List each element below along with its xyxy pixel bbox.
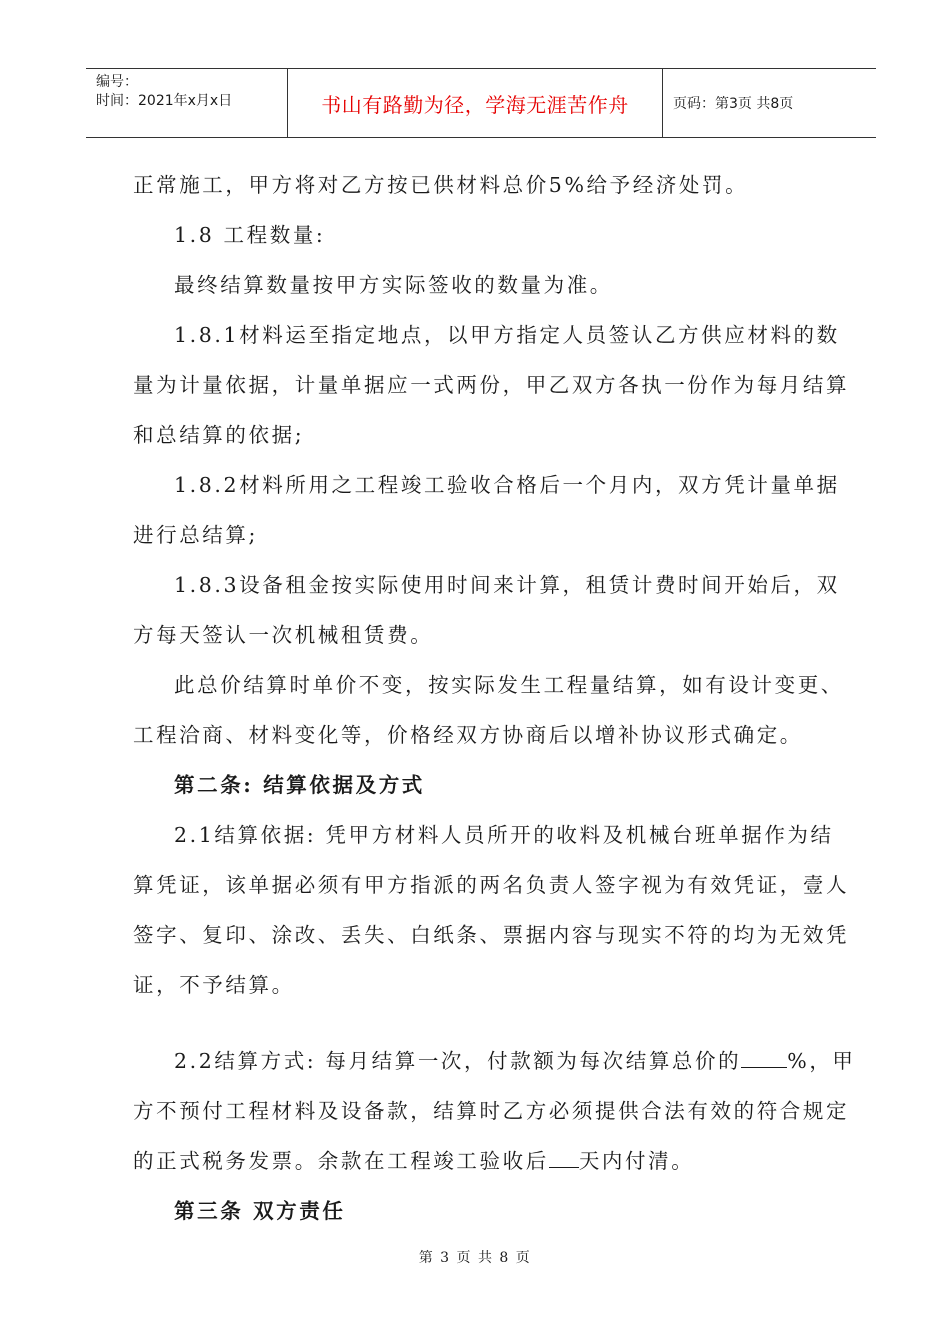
payment-days-blank (549, 1149, 579, 1168)
paragraph-line: 1.8.2材料所用之工程竣工验收合格后一个月内，双方凭计量单据 (174, 473, 840, 497)
settlement-text: %，甲 (787, 1049, 856, 1073)
page-footer: 第 3 页 共 8 页 (418, 1250, 532, 1266)
paragraph-line: 和总结算的依据; (133, 423, 305, 447)
settlement-line (133, 1136, 833, 1186)
settlement-text: 2.2结算方式: 每月结算一次，付款额为每次结算总价的 (174, 1049, 742, 1073)
document-number-label: 编号： (96, 74, 138, 90)
paragraph-line: 正常施工，甲方将对乙方按已供材料总价5%给予经济处罚。 (133, 173, 749, 197)
paragraph-line: 量为计量依据，计量单据应一式两份，甲乙双方各执一份作为每月结算 (133, 373, 850, 397)
paragraph-line: 2.1结算依据: 凭甲方材料人员所开的收料及机械台班单据作为结 (174, 823, 834, 847)
paragraph-line: 签字、复印、涂改、丢失、白纸条、票据内容与现实不符的均为无效凭 (133, 923, 850, 947)
paragraph-line: 算凭证，该单据必须有甲方指派的两名负责人签字视为有效凭证，壹人 (133, 873, 850, 897)
header-page-number: 页码：第3页 共8页 (673, 96, 794, 112)
settlement-line (133, 1036, 856, 1086)
paragraph-line: 进行总结算; (133, 523, 259, 547)
paragraph-line: 1.8 工程数量: (174, 223, 326, 247)
settlement-text: 的正式税务发票。余款在工程竣工验收后 (133, 1149, 549, 1173)
paragraph-line: 最终结算数量按甲方实际签收的数量为准。 (174, 273, 613, 297)
paragraph-line: 证，不予结算。 (133, 973, 295, 997)
header-motto: 书山有路勤为径，学海无涯苦作舟 (288, 69, 663, 137)
paragraph-line: 1.8.3设备租金按实际使用时间来计算，租赁计费时间开始后，双 (174, 573, 840, 597)
document-body (133, 160, 856, 1236)
settlement-text: 天内付清。 (578, 1149, 695, 1173)
paragraph-line: 此总价结算时单价不变，按实际发生工程量结算，如有设计变更、 (174, 673, 844, 697)
section-heading: 第二条: 结算依据及方式 (174, 773, 425, 797)
paragraph-line: 1.8.1材料运至指定地点，以甲方指定人员签认乙方供应材料的数 (174, 323, 840, 347)
document-date: 时间：2021年x月x日 (96, 93, 233, 109)
header-meta (86, 69, 288, 137)
paragraph-line: 工程洽商、材料变化等，价格经双方协商后以增补协议形式确定。 (133, 723, 803, 747)
paragraph-line: 方每天签认一次机械租赁费。 (133, 623, 434, 647)
payment-percent-blank (741, 1049, 787, 1068)
section-heading: 第三条 双方责任 (174, 1199, 346, 1223)
settlement-line: 方不预付工程材料及设备款，结算时乙方必须提供合法有效的符合规定 (133, 1099, 850, 1123)
page-header (86, 68, 876, 138)
